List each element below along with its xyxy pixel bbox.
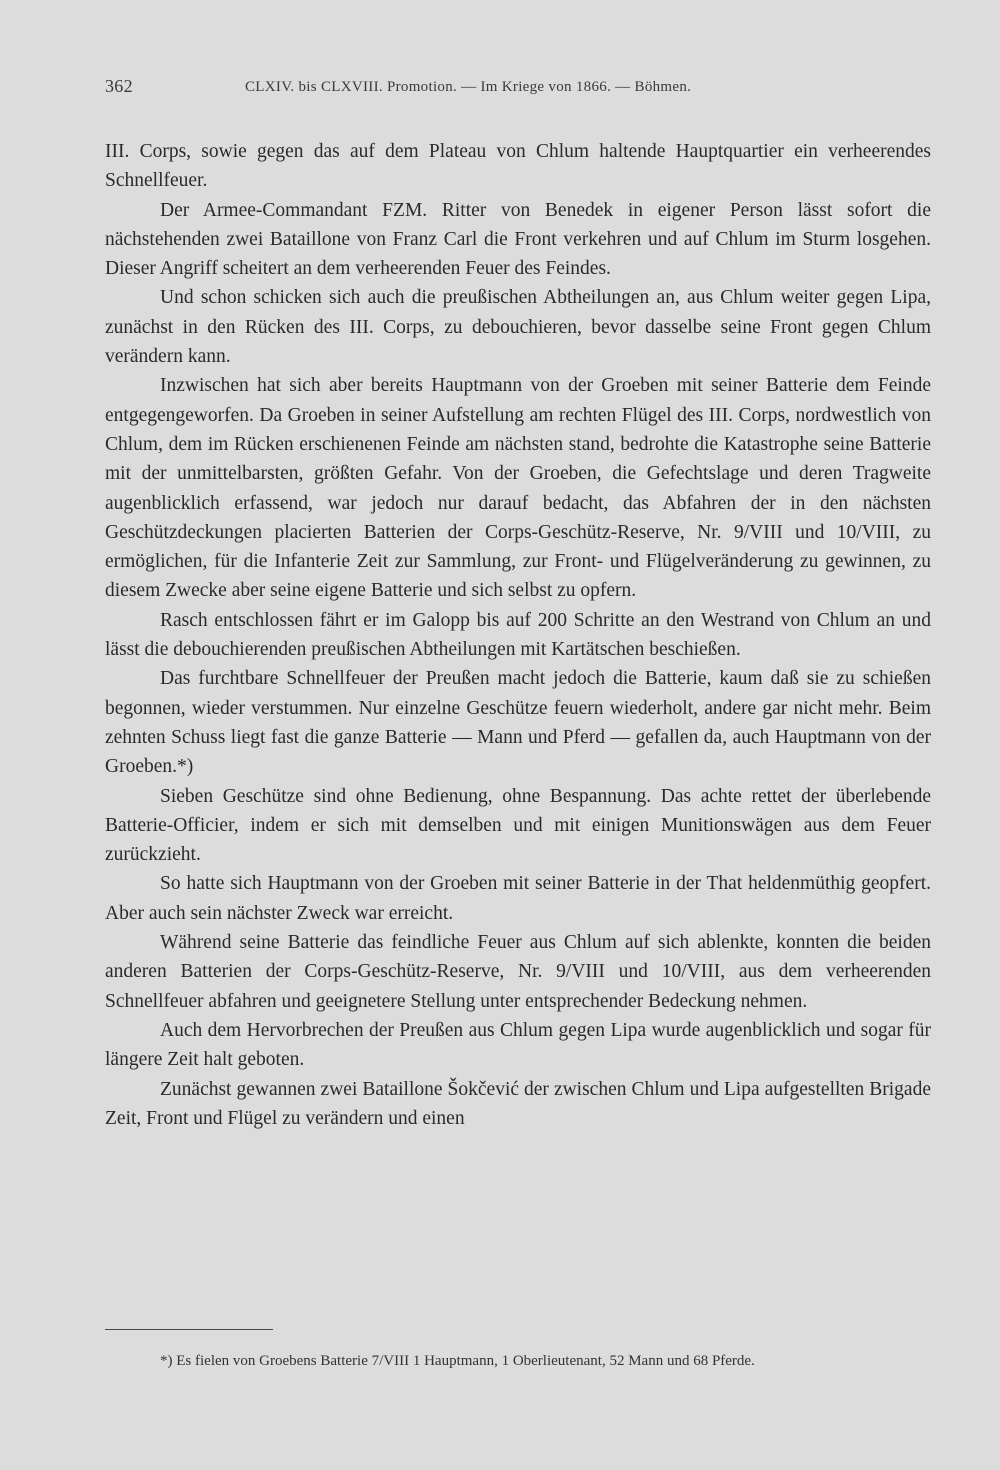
paragraph: Sieben Geschütze sind ohne Bedienung, ohne Bespannung. Das achte rettet der überlebende Batterie-Officier, indem er sich mit demselben und mit einigen Munitionswägen aus dem Feuer zurückzieht. — [105, 785, 931, 866]
paragraph: Inzwischen hat sich aber bereits Hauptmann von der Groeben mit seiner Batterie dem Feinde entgegengeworfen. Da Groeben in seiner Aufstellung am rechten Flügel des III. Corps, nordwestlich von Chlum, dem im Rücken erschienenen Feinde am nächsten stand, bedrohte die Katastrophe seine Batterie mit der unmittelbarsten, größten Gefahr. Von der Groeben, die Gefechtslage und deren Tragweite augenblicklich erfassend, war jedoch nur darauf bedacht, das Abfahren der in den nächsten Geschützdeckungen placierten Batterien der Corps-Geschütz-Reserve, Nr. 9/VIII und 10/VIII, zu ermöglichen, für die Infanterie Zeit zur Sammlung, zur Front- und Flügelveränderung zu gewinnen, zu diesem Zwecke aber seine eigene Batterie und sich selbst zu opfern. — [105, 375, 931, 602]
footnote-divider — [105, 1329, 273, 1330]
body-text — [105, 137, 931, 1133]
running-head-title: CLXIV. bis CLXVIII. Promotion. — Im Kriege von 1866. — Böhmen. — [245, 79, 692, 95]
paragraph: So hatte sich Hauptmann von der Groeben mit seiner Batterie in der That heldenmüthig geopfert. Aber auch sein nächster Zweck war erreicht. — [105, 873, 931, 924]
page-number: 362 — [105, 76, 133, 96]
paragraph: Zunächst gewannen zwei Bataillone Šokčević der zwischen Chlum und Lipa aufgestellten Brigade Zeit, Front und Flügel zu verändern und einen — [105, 1078, 931, 1129]
paragraph: Und schon schicken sich auch die preußischen Abtheilungen an, aus Chlum weiter gegen Lipa, zunächst in den Rücken des III. Corps, zu debouchieren, bevor dasselbe seine Front gegen Chlum verändern kann. — [105, 287, 931, 368]
paragraph: Das furchtbare Schnellfeuer der Preußen macht jedoch die Batterie, kaum daß sie zu schießen begonnen, wieder verstummen. Nur einzelne Geschütze feuern wiederholt, andere gar nicht mehr. Beim zehnten Schuss liegt fast die ganze Batterie — Mann und Pferd — gefallen da, auch Hauptmann von der Groeben.*) — [105, 668, 931, 778]
paragraph: Während seine Batterie das feindliche Feuer aus Chlum auf sich ablenkte, konnten die beiden anderen Batterien der Corps-Geschütz-Reserve, Nr. 9/VIII und 10/VIII, aus dem verheerenden Schnellfeuer abfahren und geeignetere Stellung unter entsprechender Bedeckung nehmen. — [105, 932, 931, 1012]
paragraph: Auch dem Hervorbrechen der Preußen aus Chlum gegen Lipa wurde augenblicklich und sogar für längere Zeit halt geboten. — [105, 1019, 931, 1071]
paragraph: Rasch entschlossen fährt er im Galopp bis auf 200 Schritte an den Westrand von Chlum an und lässt die debouchierenden preußischen Abtheilungen mit Kartätschen beschießen. — [105, 609, 931, 661]
paragraph: Der Armee-Commandant FZM. Ritter von Benedek in eigener Person lässt sofort die nächstehenden zwei Bataillone von Franz Carl die Front verkehren und auf Chlum im Sturm losgehen. Dieser Angriff scheitert an dem verheerenden Feuer des Feindes. — [105, 199, 931, 280]
running-head — [105, 76, 925, 100]
footnote: *) Es fielen von Groebens Batterie 7/VIII 1 Hauptmann, 1 Oberlieutenant, 52 Mann und 68 Pferde. — [160, 1353, 755, 1369]
paragraph: III. Corps, sowie gegen das auf dem Plateau von Chlum haltende Hauptquartier ein verheerendes Schnellfeuer. — [105, 141, 931, 192]
